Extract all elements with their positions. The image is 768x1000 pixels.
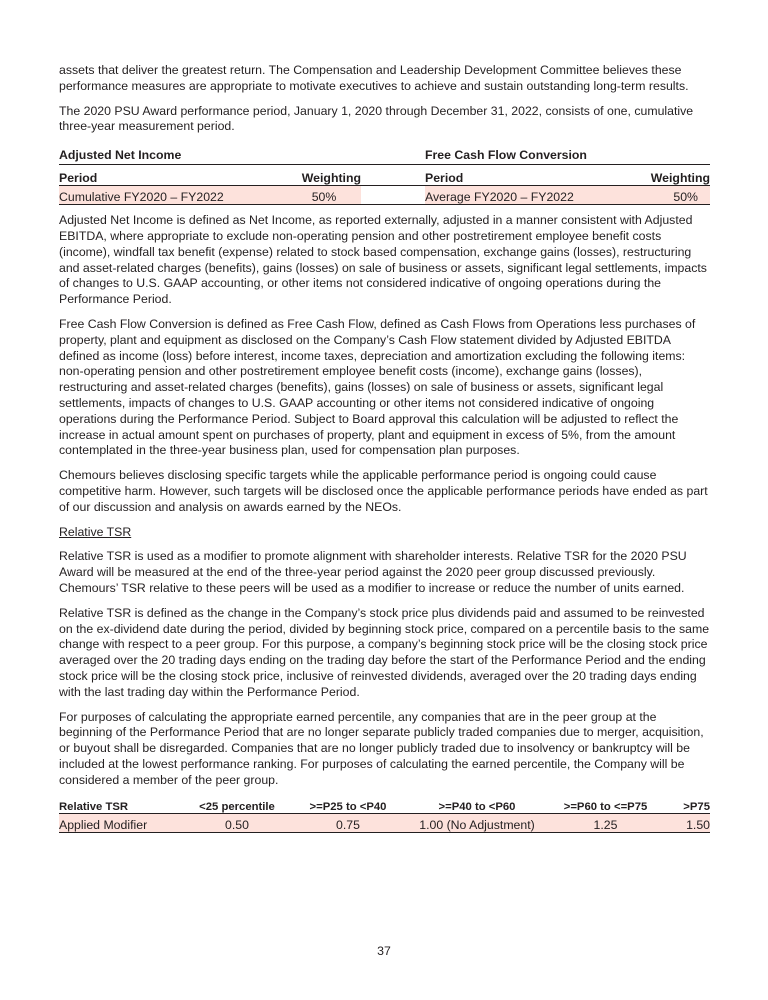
tsr-header-p25-p40: >=P25 to <P40 xyxy=(293,797,403,814)
cell-period-right: Average FY2020 – FY2022 xyxy=(425,186,625,205)
section-heading-relative-tsr: Relative TSR xyxy=(59,524,132,539)
col-header-weighting-right: Weighting xyxy=(625,165,710,186)
table-row xyxy=(59,814,710,833)
paragraph-relative-tsr-definition: Relative TSR is defined as the change in the Company’s stock price plus dividends paid and assumed to be reinvested on the ex-dividend date during the period, divided by beginning stock price, compared on a percentile basis to the same change with respect to a peer group. For this purpose, a company’s beginning stock price will be the closing stock price averaged over the 20 trading days ending on the trading day before the start of the Performance Period and the ending stock price will be the closing stock price, inclusive of reinvested dividends, averaged over the 20 trading days ending with the last trading day within the Performance Period. xyxy=(59,605,710,699)
paragraph-targets-disclosure: Chemours believes disclosing specific targets while the applicable performance period is ongoing could cause competitive harm. However, such targets will be disclosed once the applicable performance periods have ended as part of our discussion and analysis on awards earned by the NEOs. xyxy=(59,468,708,514)
table-header-row xyxy=(59,165,710,186)
tsr-cell-p40-p60: 1.00 (No Adjustment) xyxy=(403,814,551,833)
paragraph-adjusted-net-income-definition: Adjusted Net Income is defined as Net Income, as reported externally, adjusted in a manner consistent with Adjusted EBITDA, where appropriate to exclude non-operating pension and other postretirement employee benefit costs (income), windfall tax benefit (expense) related to stock based compensation, exchange gains (losses), restructuring and asset-related charges (benefits), gains (losses) on sale of business or assets, significant legal settlements, impacts of changes to U.S. GAAP accounting, or other items not considered indicative of ongoing operations during the Performance Period. xyxy=(59,213,707,307)
tsr-header-p40-p60: >=P40 to <P60 xyxy=(403,797,551,814)
tsr-header-p60-p75: >=P60 to <=P75 xyxy=(551,797,660,814)
table-header-row xyxy=(59,797,710,814)
tsr-cell-above-p75: 1.50 xyxy=(660,814,710,833)
page-number: 37 xyxy=(377,944,391,958)
cell-period-left: Cumulative FY2020 – FY2022 xyxy=(59,186,259,205)
col-header-period-right: Period xyxy=(425,165,625,186)
tsr-header-above-p75: >P75 xyxy=(660,797,710,814)
paragraph-relative-tsr-modifier: Relative TSR is used as a modifier to promote alignment with shareholder interests. Relative TSR for the 2020 PSU Award will be measured at the end of the three-year period against the 2020 peer group discussed previously. Chemours’ TSR relative to these peers will be used as a modifier to increase or reduce the number of units earned. xyxy=(59,549,687,595)
tsr-cell-applied-modifier: Applied Modifier xyxy=(59,814,181,833)
tsr-header-below-p25: <25 percentile xyxy=(181,797,293,814)
group-header-adjusted-net-income: Adjusted Net Income xyxy=(59,144,361,165)
table-group-header-row xyxy=(59,144,710,165)
tsr-cell-below-p25: 0.50 xyxy=(181,814,293,833)
metrics-weighting-table xyxy=(59,144,710,205)
relative-tsr-modifier-table xyxy=(59,797,710,833)
cell-weighting-right: 50% xyxy=(625,186,710,205)
col-header-weighting-left: Weighting xyxy=(259,165,361,186)
tsr-cell-p60-p75: 1.25 xyxy=(551,814,660,833)
tsr-cell-p25-p40: 0.75 xyxy=(293,814,403,833)
cell-weighting-left: 50% xyxy=(259,186,361,205)
page-content xyxy=(59,63,710,833)
col-header-period-left: Period xyxy=(59,165,259,186)
tsr-header-relative-tsr: Relative TSR xyxy=(59,797,181,814)
paragraph-performance-period: The 2020 PSU Award performance period, January 1, 2020 through December 31, 2022, consists of one, cumulative three-year measurement period. xyxy=(59,103,694,134)
paragraph-free-cash-flow-definition: Free Cash Flow Conversion is defined as Free Cash Flow, defined as Cash Flows from Operations less purchases of property, plant and equipment as disclosed on the Company’s Cash Flow statement divided by Adjusted EBITDA defined as income (loss) before interest, income taxes, depreciation and amortization excluding the following items: non-operating pension and other postretirement employee benefit costs (income), exchange gains (losses), restructuring and asset-related charges (benefits), gains (losses) on sale of business or assets, significant legal settlements, impacts of changes to U.S. GAAP accounting or other items not considered indicative of ongoing operations during the Performance Period. Subject to Board approval this calculation will be adjusted to reflect the increase in actual amount spent on purchases of property, plant and equipment in excess of 5%, from the amount contemplated in the three-year business plan, used for compensation plan purposes. xyxy=(59,316,696,458)
group-header-free-cash-flow: Free Cash Flow Conversion xyxy=(425,144,710,165)
table-row xyxy=(59,186,710,205)
paragraph-peer-group-rules: For purposes of calculating the appropriate earned percentile, any companies that are in the peer group at the beginning of the Performance Period that are no longer separate publicly traded companies due to merger, acquisition, or buyout shall be disregarded. Companies that are no longer publicly traded due to insolvency or bankruptcy will be included at the lowest performance ranking. For purposes of calculating the earned percentile, the Company will be considered a member of the peer group. xyxy=(59,709,704,787)
paragraph-performance-measures: assets that deliver the greatest return. The Compensation and Leadership Development Committee believes these performance measures are appropriate to motivate executives to achieve and sustain outstanding long-term results. xyxy=(59,63,689,93)
